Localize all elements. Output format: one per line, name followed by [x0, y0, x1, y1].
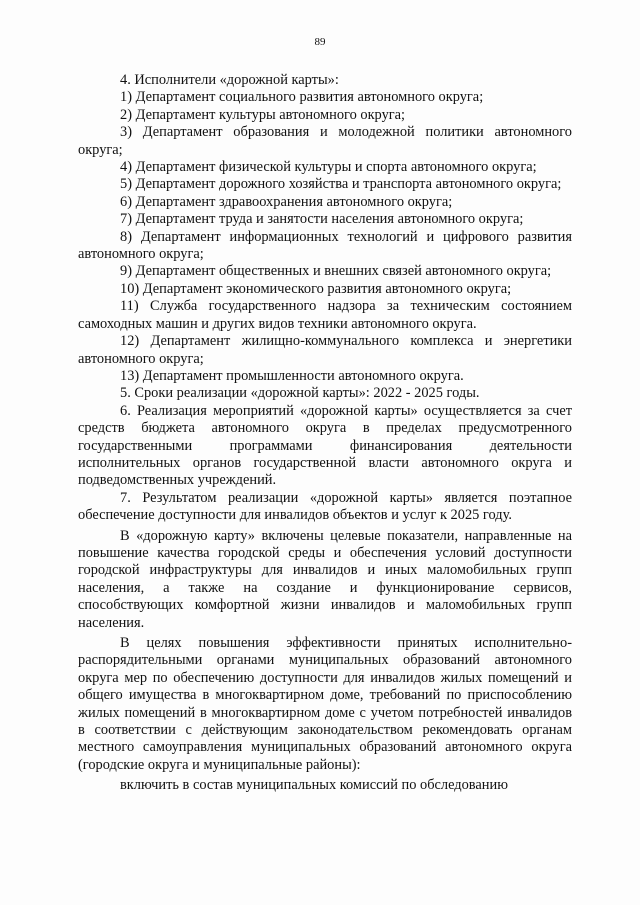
paragraph-include: включить в состав муниципальных комиссий по обследованию: [120, 777, 508, 794]
list-item: 6) Департамент здравоохранения автономного округа;: [120, 193, 453, 210]
list-item: 1) Департамент социального развития автономного округа;: [120, 89, 484, 106]
list-item: 12) Департамент жилищно-коммунального комплекса и энергетики автономного округа;: [78, 333, 572, 367]
list-item: 7) Департамент труда и занятости населения автономного округа;: [120, 211, 524, 228]
list-item: 8) Департамент информационных технологий и цифрового развития автономного округа;: [78, 228, 572, 263]
list-item: 2) Департамент культуры автономного округа;: [120, 106, 406, 123]
list-item: 11) Служба государственного надзора за техническим состоянием самоходных машин и других видов техники автономного округа.: [78, 298, 572, 332]
list-item: 10) Департамент экономического развития автономного округа;: [120, 280, 512, 297]
list-item: 3) Департамент образования и молодежной политики автономного округа;: [78, 124, 572, 158]
paragraph-result: 7. Результатом реализации «дорожной карты» является поэтапное обеспечение доступности для инвалидов объектов и услуг к 2025 году.: [78, 489, 572, 524]
paragraph-timeline: 5. Сроки реализации «дорожной карты»: 2022 - 2025 годы.: [120, 385, 480, 402]
document-body: [78, 72, 572, 795]
list-item: 5) Департамент дорожного хозяйства и транспорта автономного округа;: [120, 176, 562, 193]
list-item: 13) Департамент промышленности автономного округа.: [120, 367, 464, 384]
paragraph-indicators: В «дорожную карту» включены целевые показатели, направленные на повышение качества городской среды и обеспечения условий доступности городской инфраструктуры для инвалидов и иных маломобильных групп населения, а также на создание и функционирование сервисов, способствующих комфортной жизни инвалидов и маломобильных групп населения.: [78, 527, 572, 631]
paragraph-recommendations: В целях повышения эффективности принятых исполнительно-распорядительными органами муниципальных образований автономного округа мер по обеспечению доступности для инвалидов жилых помещений и общего имущества в многоквартирном доме, требований по приспособлению жилых помещений в многоквартирном доме с учетом потребностей инвалидов в соответствии с действующим законодательством рекомендовать органам местного самоуправления муниципальных образований автономного округа (городские округа и муниципальные районы):: [78, 635, 572, 773]
paragraph-funding: 6. Реализация мероприятий «дорожной карты» осуществляется за счет средств бюджета автономного округа в пределах предусмотренного государственными программами финансирования деятельности исполнительных органов государственной власти автономного округа и подведомственных учреждений.: [78, 402, 572, 489]
page-number: 89: [314, 36, 326, 48]
list-item: 9) Департамент общественных и внешних связей автономного округа;: [120, 263, 552, 280]
paragraph-executors-heading: 4. Исполнители «дорожной карты»:: [120, 72, 339, 88]
list-item: 4) Департамент физической культуры и спорта автономного округа;: [120, 159, 537, 176]
